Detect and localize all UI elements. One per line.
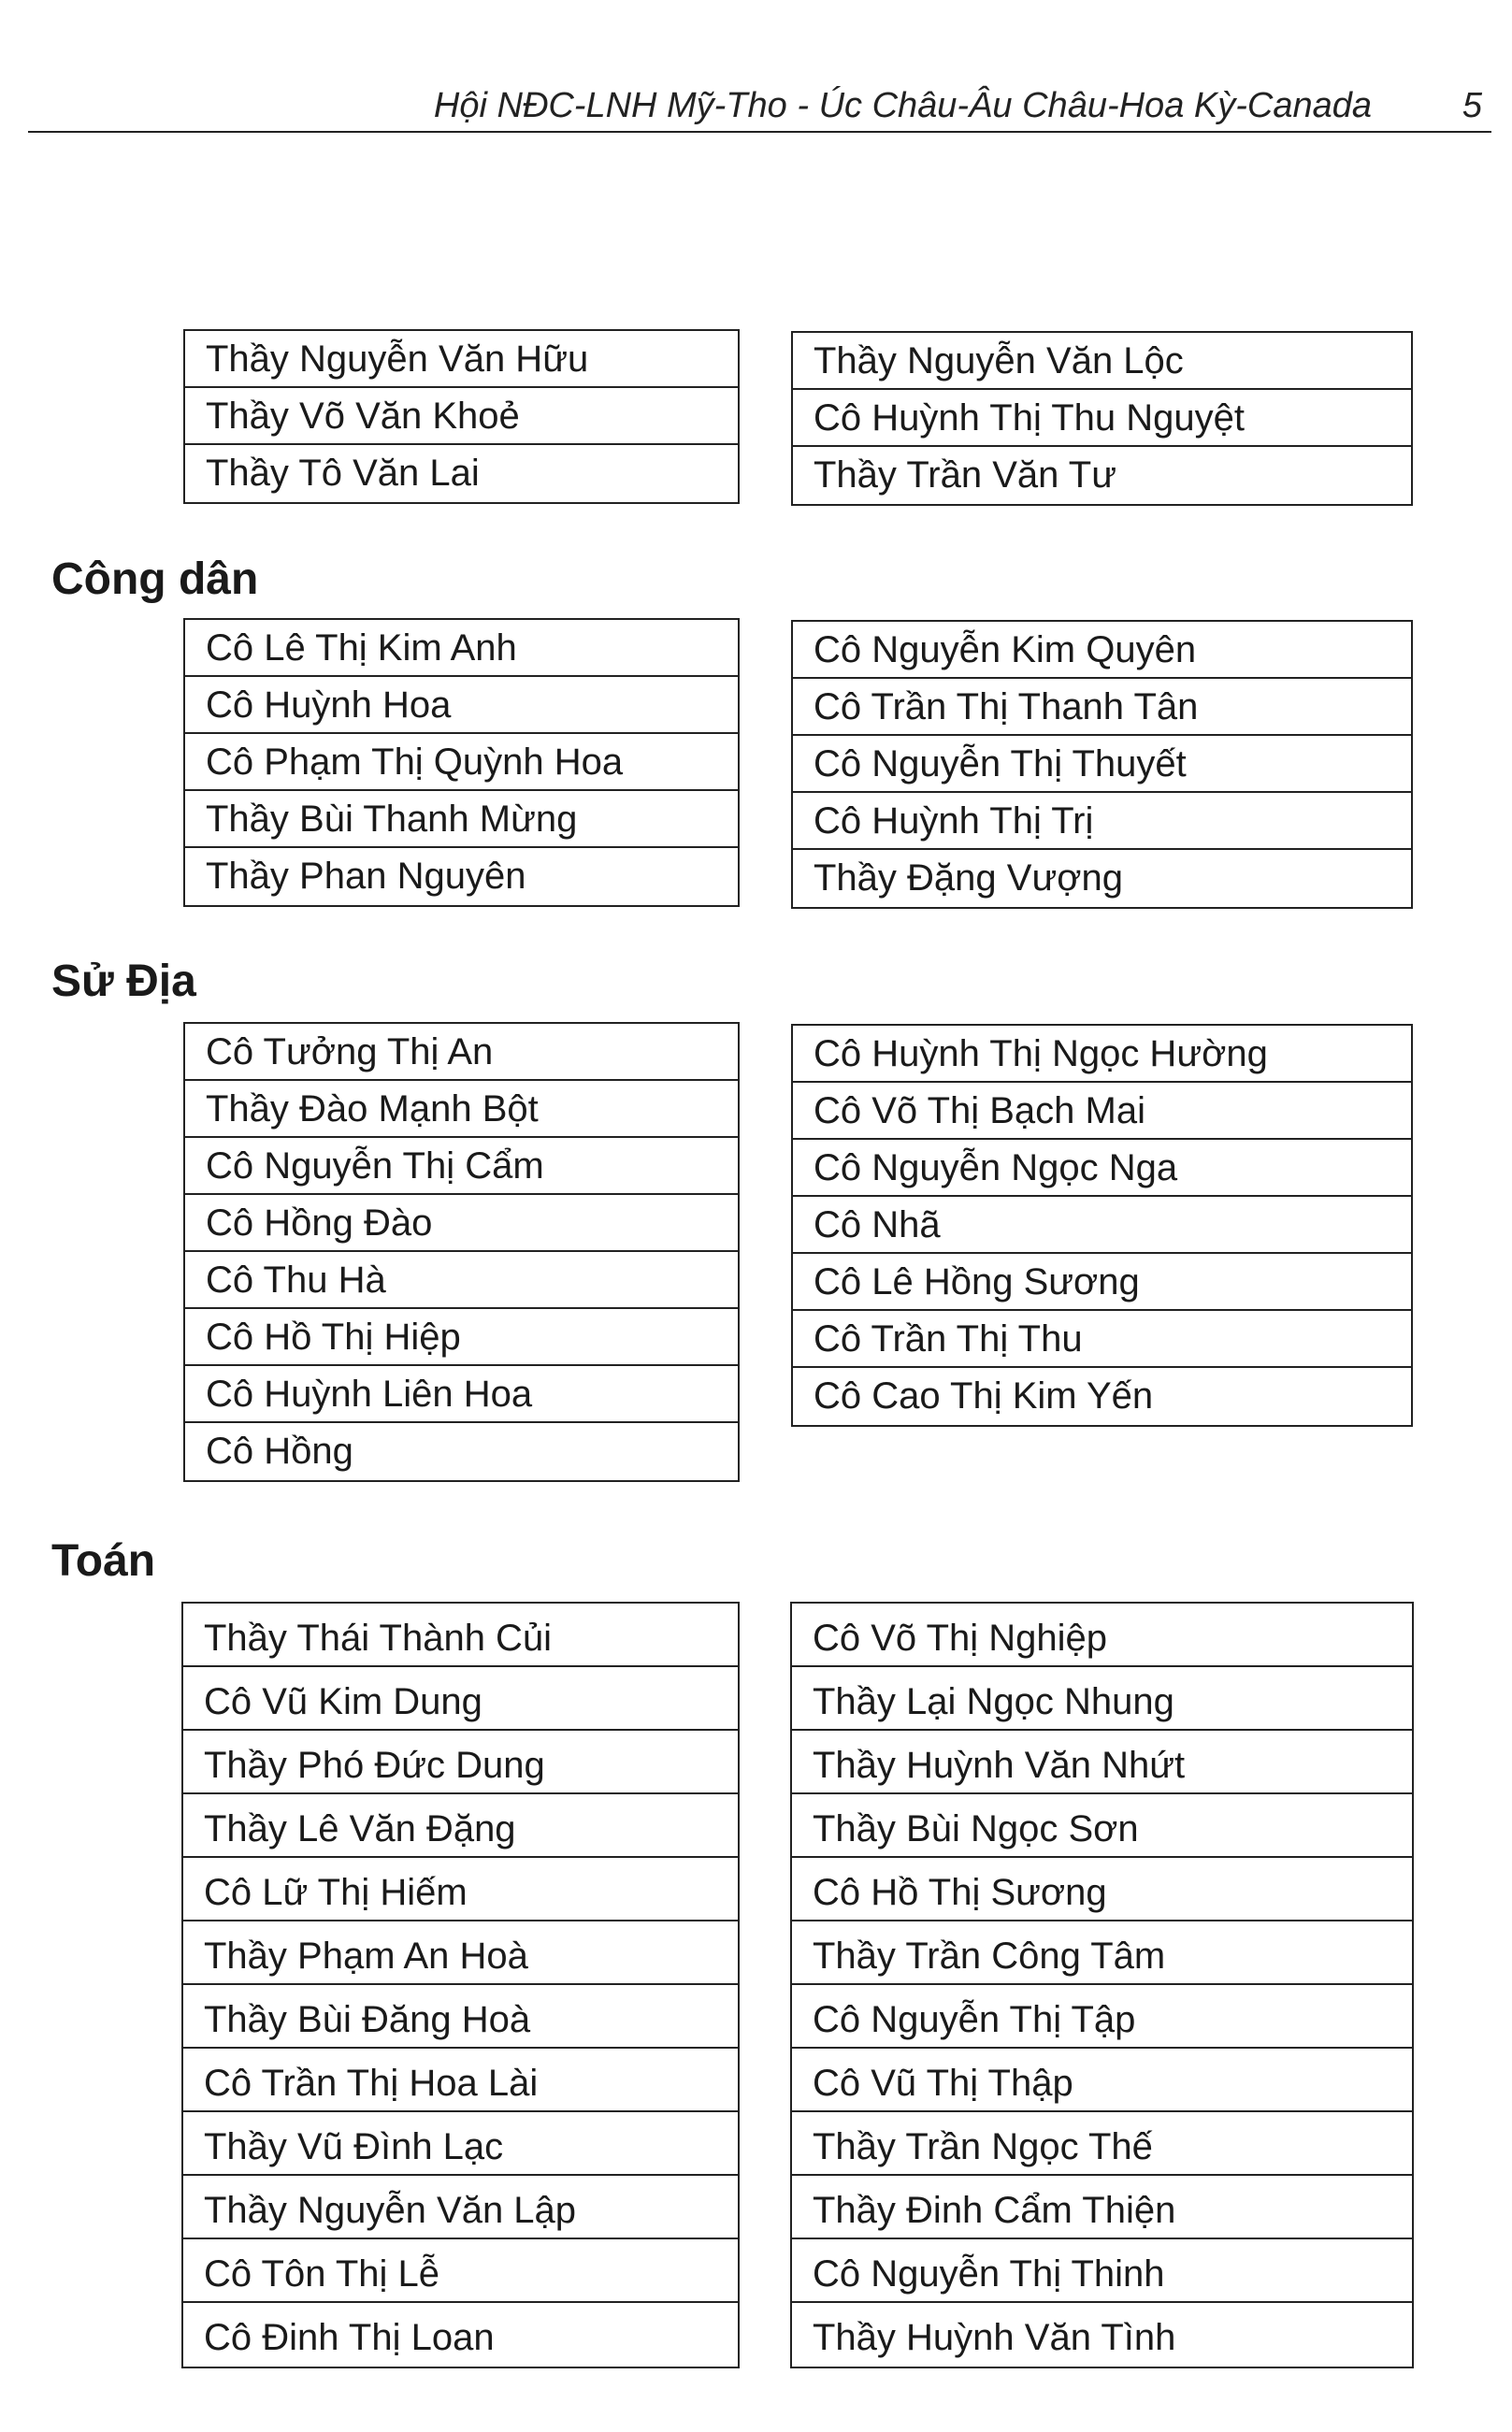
table-row: Cô Huỳnh Thị Trị [793,793,1411,850]
table-row: Cô Trần Thị Hoa Lài [183,2049,738,2112]
table-row: Cô Thu Hà [185,1252,738,1309]
table-row: Thầy Huỳnh Văn Nhứt [792,1731,1412,1794]
table-row: Thầy Nguyễn Văn Hữu [185,331,738,388]
table-row: Thầy Nguyễn Văn Lập [183,2176,738,2239]
table-row: Thầy Nguyễn Văn Lộc [793,333,1411,390]
table-row: Cô Hồ Thị Hiệp [185,1309,738,1366]
table-row: Cô Nguyễn Thị Thuyết [793,736,1411,793]
section-title: Toán [51,1536,156,1586]
name-table-left [183,1022,740,1482]
table-row: Thầy Bùi Đăng Hoà [183,1985,738,2049]
table-row: Thầy Đào Mạnh Bột [185,1081,738,1138]
table-row: Cô Cao Thị Kim Yến [814,1375,1154,1417]
section-title: Công dân [51,554,259,604]
table-row: Cô Huỳnh Thị Thu Nguyệt [793,390,1411,447]
table-row: Cô Phạm Thị Quỳnh Hoa [185,734,738,791]
page-header [28,82,1491,133]
table-row: Thầy Đặng Vượng [814,857,1123,899]
section-title: Sử Địa [51,957,196,1006]
table-row: Cô Huỳnh Liên Hoa [185,1366,738,1423]
table-row: Thầy Lê Văn Đặng [183,1794,738,1858]
table-row: Thầy Vũ Đình Lạc [183,2112,738,2176]
page-number: 5 [1462,86,1482,125]
table-row: Thầy Trần Công Tâm [792,1921,1412,1985]
table-row: Cô Vũ Thị Thập [792,2049,1412,2112]
table-row: Cô Huỳnh Thị Ngọc Hường [793,1026,1411,1083]
table-row: Thầy Phạm An Hoà [183,1921,738,1985]
table-row: Cô Võ Thị Bạch Mai [793,1083,1411,1140]
table-row: Cô Nguyễn Kim Quyên [793,622,1411,679]
table-row: Cô Trần Thị Thanh Tân [793,679,1411,736]
table-row: Cô Nguyễn Thị Thinh [792,2239,1412,2303]
table-row: Thầy Lại Ngọc Nhung [792,1667,1412,1731]
table-row: Cô Võ Thị Nghiệp [792,1604,1412,1667]
table-row: Cô Lê Thị Kim Anh [185,620,738,677]
name-table-right [791,1024,1413,1427]
name-table-right [791,331,1413,506]
name-table-left [181,1602,740,2368]
name-table-left [183,329,740,504]
table-row: Thầy Trần Văn Tư [814,454,1116,496]
table-row: Thầy Võ Văn Khoẻ [185,388,738,445]
name-table-left [183,618,740,907]
table-row: Cô Nhã [793,1197,1411,1254]
table-row: Thầy Trần Ngọc Thế [792,2112,1412,2176]
table-row: Cô Tôn Thị Lễ [183,2239,738,2303]
table-row: Cô Huỳnh Hoa [185,677,738,734]
table-row: Cô Nguyễn Ngọc Nga [793,1140,1411,1197]
table-row: Cô Nguyễn Thị Tập [792,1985,1412,2049]
table-row: Thầy Huỳnh Văn Tình [813,2317,1176,2358]
table-row: Cô Lê Hồng Sương [793,1254,1411,1311]
table-row: Thầy Bùi Thanh Mừng [185,791,738,848]
table-row: Thầy Đinh Cẩm Thiện [792,2176,1412,2239]
table-row: Cô Trần Thị Thu [793,1311,1411,1368]
name-table-right [790,1602,1414,2368]
table-row: Cô Nguyễn Thị Cẩm [185,1138,738,1195]
table-row: Thầy Thái Thành Củi [183,1604,738,1667]
table-row: Thầy Phan Nguyên [206,856,526,897]
table-row: Cô Tưởng Thị An [185,1024,738,1081]
table-row: Cô Hồ Thị Sương [792,1858,1412,1921]
table-row: Cô Hồng [206,1431,353,1472]
header-title: Hội NĐC-LNH Mỹ-Tho - Úc Châu-Âu Châu-Hoa Kỳ-Canada [433,86,1372,125]
table-row: Cô Hồng Đào [185,1195,738,1252]
table-row: Thầy Phó Đức Dung [183,1731,738,1794]
table-row: Thầy Tô Văn Lai [206,453,480,494]
table-row: Thầy Bùi Ngọc Sơn [792,1794,1412,1858]
name-table-right [791,620,1413,909]
table-row: Cô Lữ Thị Hiếm [183,1858,738,1921]
table-row: Cô Vũ Kim Dung [183,1667,738,1731]
table-row: Cô Đinh Thị Loan [204,2317,495,2358]
